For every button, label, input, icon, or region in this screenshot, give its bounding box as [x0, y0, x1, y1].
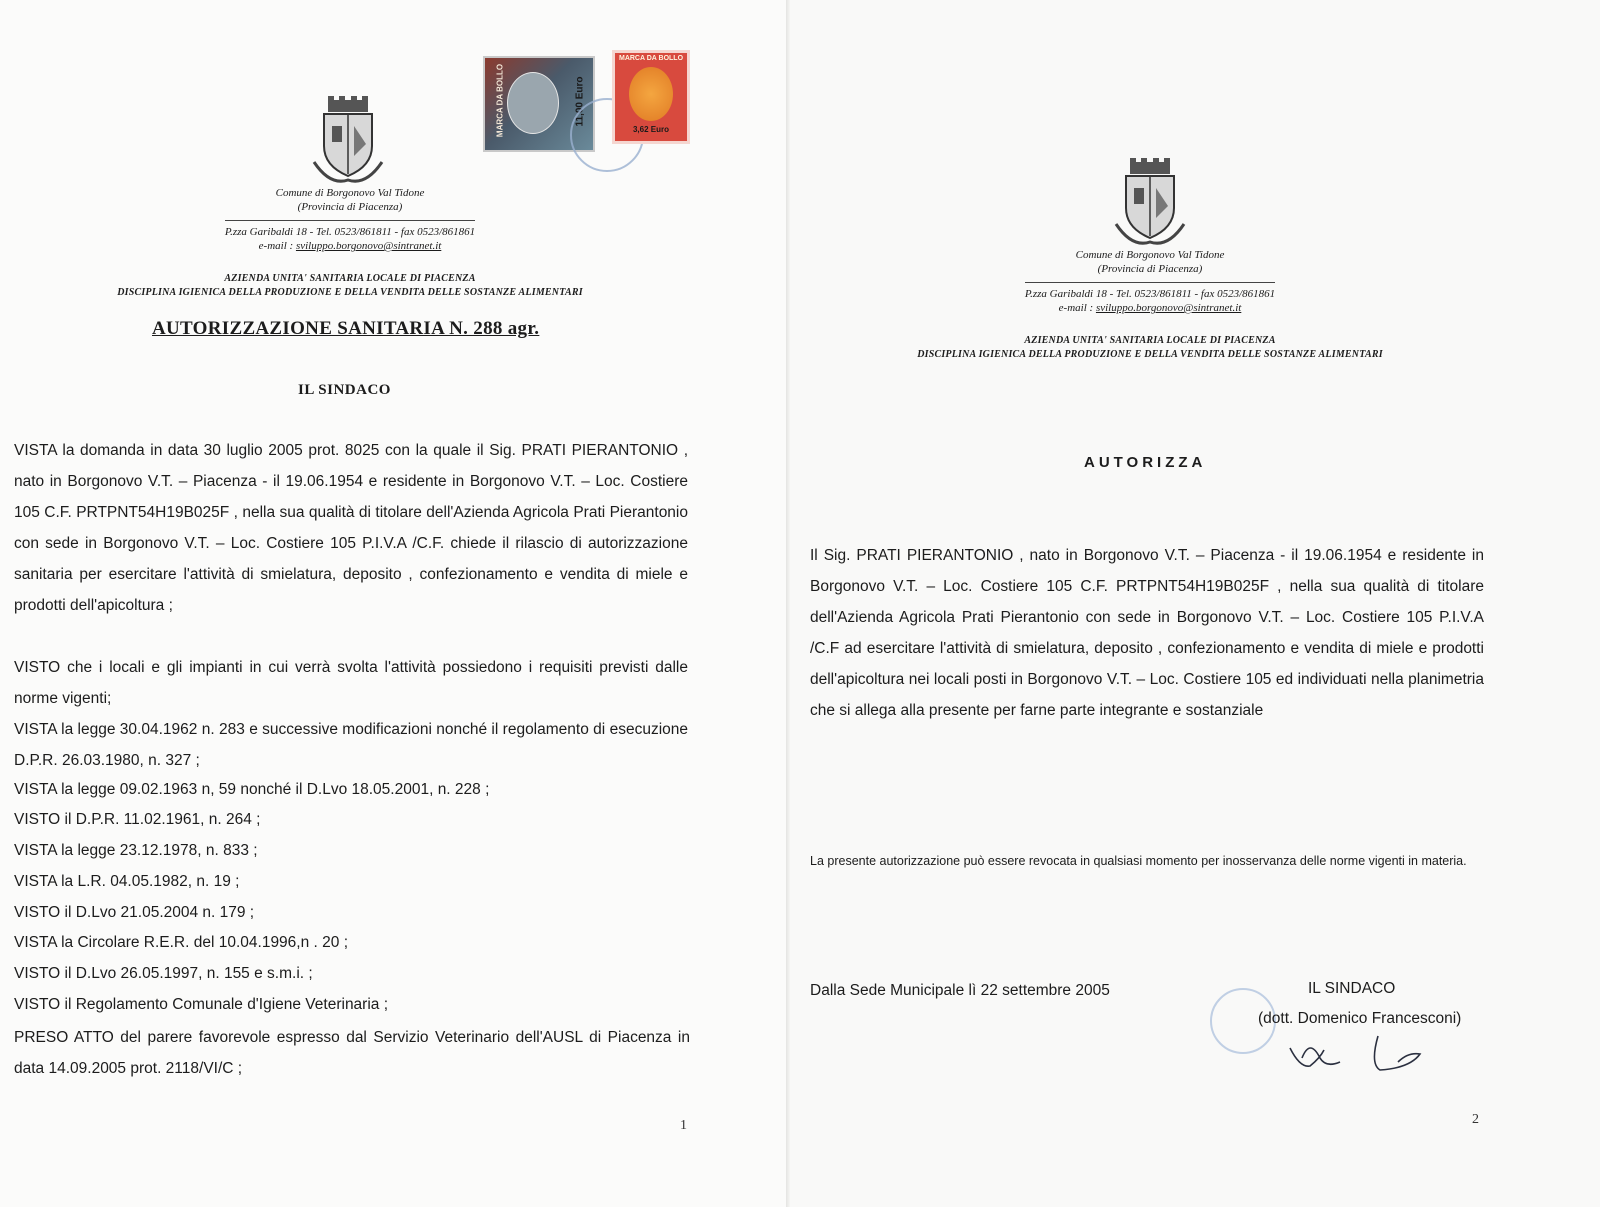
authorize-heading: AUTORIZZA	[1084, 454, 1207, 471]
stamp-portrait-icon	[629, 67, 673, 121]
signer-name: (dott. Domenico Francesconi)	[1258, 1010, 1462, 1027]
asl-line-2: DISCIPLINA IGIENICA DELLA PRODUZIONE E DELLA VENDITA DELLE SOSTANZE ALIMENTARI	[917, 349, 1383, 360]
asl-header	[850, 334, 1450, 362]
authorization-body: Il Sig. PRATI PIERANTONIO , nato in Borgonovo V.T. – Piacenza - il 19.06.1954 e residente in Borgonovo V.T. – Loc. Costiere 105 C.F. PRTPNT54H19B025F , nella sua qualità di titolare dell'Azienda Agricola Prati Pierantonio con sede in Borgonovo V.T. – Loc. Costiere 105 P.I.V.A /C.F ad esercitare l'attività di smielatura, deposito , confezionamento e vendita di miele e prodotti dell'apicoltura nei locali posti in Borgonovo V.T. – Loc. Costiere 105 ed individuati nella planimetria che si allega alla presente per farne parte integrante e sostanziale	[810, 547, 1484, 719]
paragraph-vista-legge-1962: VISTA la legge 30.04.1962 n. 283 e successive modificazioni nonché il regolamento di esecuzione D.P.R. 26.03.1980, n. 327 ;	[14, 721, 688, 769]
paragraph-preso-atto: PRESO ATTO del parere favorevole espresso dal Servizio Veterinario dell'AUSL di Piacenza in data 14.09.2005 prot. 2118/VI/C ;	[14, 1029, 690, 1077]
signer-title: IL SINDACO	[1308, 980, 1396, 997]
paragraph-vista-domanda: VISTA la domanda in data 30 luglio 2005 prot. 8025 con la quale il Sig. PRATI PIERANTONIO , nato in Borgonovo V.T. – Piacenza - il 19.06.1954 e residente in Borgonovo V.T. – Loc. Costiere 105 C.F. PRTPNT54H19B025F , nella sua qualità di titolare dell'Azienda Agricola Prati Pierantonio con sede in Borgonovo V.T. – Loc. Costiere 105 P.I.V.A /C.F. chiede il rilascio di autorizzazione sanitaria per esercitare l'attività di smielatura, deposito , confezionamento e vendita di miele e prodotti dell'apicoltura ;	[14, 442, 688, 614]
legal-ref-line: VISTA la L.R. 04.05.1982, n. 19 ;	[14, 873, 240, 890]
legal-ref-line: VISTO il D.P.R. 11.02.1961, n. 264 ;	[14, 811, 261, 828]
stamp2-value: 3,62 Euro	[632, 125, 669, 134]
asl-line-1: AZIENDA UNITA' SANITARIA LOCALE DI PIACENZA	[1024, 335, 1276, 346]
page-number-1: 1	[680, 1118, 687, 1133]
email-label: e-mail :	[1058, 302, 1096, 314]
provincia-name: (Provincia di Piacenza)	[297, 201, 403, 213]
provincia-name: (Provincia di Piacenza)	[1097, 263, 1203, 275]
comune-name: Comune di Borgonovo Val Tidone	[275, 187, 425, 199]
header-divider	[225, 220, 475, 221]
stamp1-title: MARCA DA BOLLO	[495, 63, 505, 138]
legal-ref-line: VISTO il Regolamento Comunale d'Igiene Veterinaria ;	[14, 996, 389, 1013]
stamp-medallion-icon	[507, 72, 559, 134]
legal-ref-line: VISTA la legge 09.02.1963 n, 59 nonché il D.Lvo 18.05.2001, n. 228 ;	[14, 781, 490, 798]
address-line: P.zza Garibaldi 18 - Tel. 0523/861811 - fax 0523/861861	[1024, 288, 1276, 300]
municipality-header	[1000, 248, 1300, 315]
email-line	[200, 239, 500, 253]
stamp1-value: 11,00 Euro	[574, 76, 586, 127]
signature-icon	[1280, 1028, 1440, 1078]
stamp2-title: MARCA DA BOLLO	[618, 55, 684, 62]
email-label: e-mail :	[258, 240, 296, 252]
page-1	[0, 0, 790, 1207]
asl-header	[60, 272, 640, 300]
page-2	[790, 0, 1600, 1207]
municipal-crest-icon	[310, 96, 386, 188]
legal-ref-line: VISTA la Circolare R.E.R. del 10.04.1996,n . 20 ;	[14, 934, 348, 951]
email-line	[1000, 301, 1300, 315]
revenue-stamp-3-euro	[612, 50, 690, 144]
asl-line-2: DISCIPLINA IGIENICA DELLA PRODUZIONE E DELLA VENDITA DELLE SOSTANZE ALIMENTARI	[117, 287, 583, 298]
mayor-heading: IL SINDACO	[298, 382, 391, 398]
header-divider	[1025, 282, 1275, 283]
page-number-2: 2	[1472, 1112, 1479, 1127]
comune-name: Comune di Borgonovo Val Tidone	[1075, 249, 1225, 261]
email-address: sviluppo.borgonovo@sintranet.it	[295, 240, 442, 252]
address-line: P.zza Garibaldi 18 - Tel. 0523/861811 - fax 0523/861861	[224, 226, 476, 238]
email-address: sviluppo.borgonovo@sintranet.it	[1095, 302, 1242, 314]
municipal-crest-icon	[1112, 158, 1188, 250]
asl-line-1: AZIENDA UNITA' SANITARIA LOCALE DI PIACENZA	[224, 273, 476, 284]
legal-ref-line: VISTO il D.Lvo 21.05.2004 n. 179 ;	[14, 904, 255, 921]
legal-ref-line: VISTA la legge 23.12.1978, n. 833 ;	[14, 842, 258, 859]
document-title: AUTORIZZAZIONE SANITARIA N. 288 agr.	[152, 318, 540, 339]
legal-ref-line: VISTO il D.Lvo 26.05.1997, n. 155 e s.m.i. ;	[14, 965, 313, 982]
revocation-notice: La presente autorizzazione può essere revocata in qualsiasi momento per inosservanza delle norme vigenti in materia.	[810, 854, 1467, 868]
paragraph-visto-locali: VISTO che i locali e gli impianti in cui verrà svolta l'attività possiedono i requisiti previsti dalle norme vigenti;	[14, 659, 688, 707]
place-date: Dalla Sede Municipale lì 22 settembre 2005	[810, 982, 1110, 999]
municipality-header	[200, 186, 500, 253]
